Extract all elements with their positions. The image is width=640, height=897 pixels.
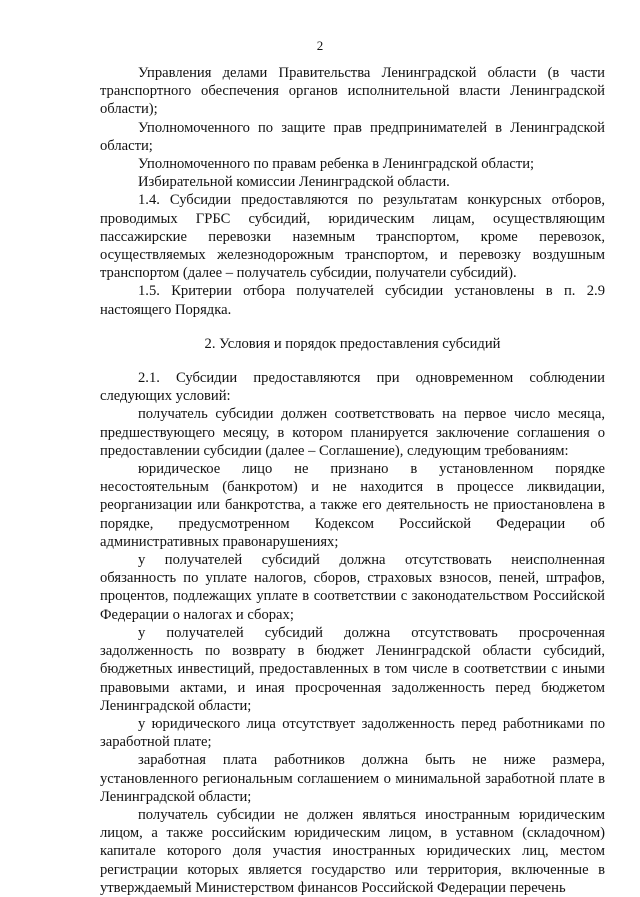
paragraph-3: Уполномоченного по правам ребенка в Ленинградской области; — [138, 156, 535, 173]
paragraph-1-5: 1.5. Критерии отбора получателей субсидии установлены в п. 2.9 настоящего Порядка. — [100, 283, 605, 318]
paragraph-no-budget-debt: у получателей субсидий должна отсутствовать просроченная задолженность по возврату в бюджет Ленинградской области субсидий, бюджетных инвестиций, предоставленных в том числе в соответствии с иными правовыми актами, и иная просроченная задолженность перед бюджетом Ленинградской области; — [100, 624, 605, 714]
paragraph-1-4: 1.4. Субсидии предоставляются по результатам конкурсных отборов, проводимых ГРБС субсидий, юридическим лицам, осуществляющим пассажирские перевозки наземным транспортом, кроме перевозок, осуществляемых железнодорожным транспортом, и перевозку воздушным транспортом (далее – получатель субсидии, получатели субсидий). — [100, 192, 605, 282]
paragraph-not-foreign: получатель субсидии не должен являться иностранным юридическим лицом, а также российским юридическим лицом, в уставном (складочном) капитале которого доля участия иностранных юридических лиц, местом регистрации которых является государство или территория, включенные в утверждаемый Министерством финансов Российской Федерации перечень — [100, 806, 605, 896]
page-number: 2 — [316, 38, 324, 53]
paragraph-no-salary-debt: у юридического лица отсутствует задолженность перед работниками по заработной плате; — [100, 715, 605, 751]
paragraph-requirements: получатель субсидии должен соответствовать на первое число месяца, предшествующего месяцу, в котором планируется заключение соглашения о предоставлении субсидии (далее – Соглашение), следующим требованиям: — [100, 406, 605, 459]
section-heading: 2. Условия и порядок предоставления субсидий — [204, 335, 501, 352]
paragraph-1: Управления делами Правительства Ленинградской области (в части транспортного обеспечения органов исполнительной власти Ленинградской области); — [100, 65, 605, 118]
paragraph-2: Уполномоченного по защите прав предпринимателей в Ленинградской области; — [100, 119, 605, 154]
document-body — [100, 64, 605, 897]
paragraph-4: Избирательной комиссии Ленинградской области. — [138, 174, 450, 191]
paragraph-2-1: 2.1. Субсидии предоставляются при одновременном соблюдении следующих условий: — [100, 370, 605, 405]
paragraph-min-wage: заработная плата работников должна быть не ниже размера, установленного региональным соглашением о минимальной заработной плате в Ленинградской области; — [100, 752, 605, 805]
paragraph-no-tax-debt: у получателей субсидий должна отсутствовать неисполненная обязанность по уплате налогов, сборов, страховых взносов, пеней, штрафов, процентов, подлежащих уплате в соответствии с законодательством Российской Федерации о налогах и сборах; — [100, 552, 605, 623]
paragraph-not-bankrupt: юридическое лицо не признано в установленном порядке несостоятельным (банкротом) и не находится в процессе ликвидации, реорганизации или банкротства, а также его деятельность не приостановлена в порядке, предусмотренном Кодексом Российской Федерации об административных правонарушениях; — [100, 461, 605, 550]
